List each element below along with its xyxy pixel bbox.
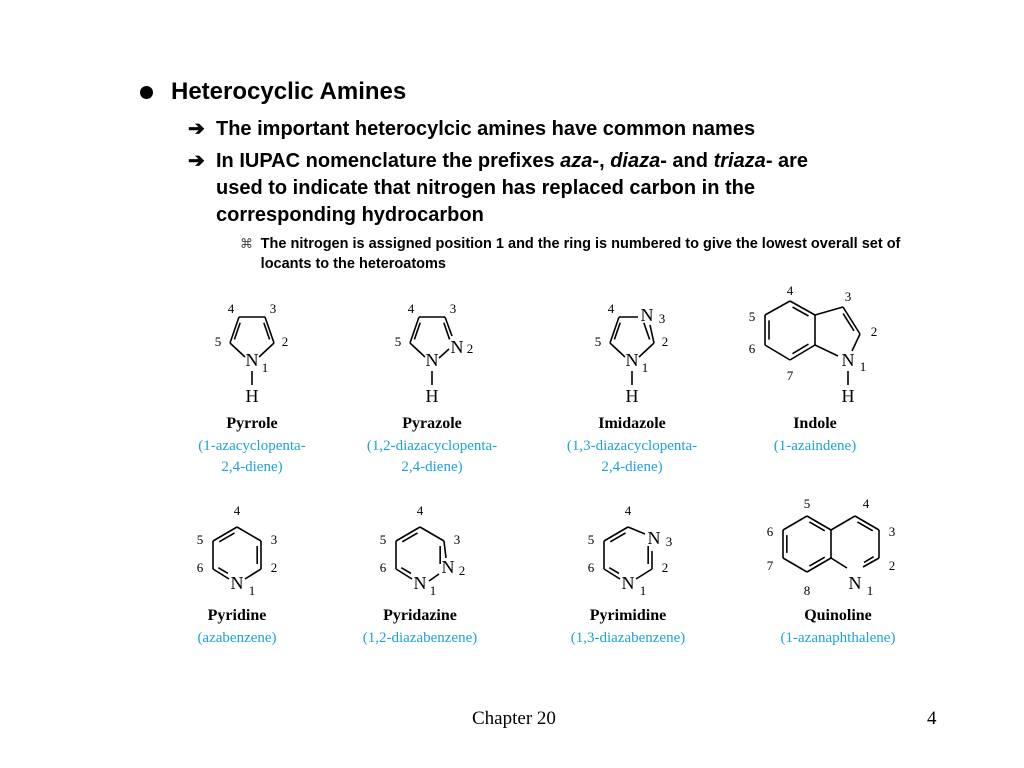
bond-line xyxy=(439,349,449,358)
hydrogen-atom-label: H xyxy=(425,386,439,406)
double-bond-line xyxy=(809,557,824,566)
nitrogen-atom-label: N xyxy=(441,557,455,577)
locant-number: 5 xyxy=(748,309,756,324)
footer-chapter: Chapter 20 xyxy=(472,708,556,729)
double-bond-line xyxy=(644,323,650,340)
locant-number: 2 xyxy=(458,563,466,578)
compound-name: Indole xyxy=(793,415,837,432)
locant-number: 3 xyxy=(269,301,277,316)
bond-line xyxy=(765,301,790,315)
bond-line xyxy=(445,317,452,336)
double-bond-line xyxy=(610,533,625,542)
locant-number: 2 xyxy=(661,334,669,349)
bond-line xyxy=(237,527,261,541)
subpoint-numbering-text: The nitrogen is assigned position 1 and the ring is numbered to give the lowest overall set of locants to the heteroatoms xyxy=(260,236,901,272)
locant-number: 6 xyxy=(766,524,774,539)
bond-line xyxy=(636,569,652,579)
iupac-text-1: In IUPAC nomenclature the prefixes xyxy=(216,150,561,172)
locant-number: 2 xyxy=(870,324,878,339)
hydrogen-atom-label: H xyxy=(625,386,639,406)
hydrogen-atom-label: H xyxy=(841,386,855,406)
bond-line xyxy=(639,343,654,357)
nitrogen-atom-label: N xyxy=(621,573,635,593)
bond-line xyxy=(429,574,439,581)
bond-line xyxy=(245,569,261,579)
bond-line xyxy=(815,307,843,315)
locant-number: 1 xyxy=(429,583,437,598)
prefix-diaza: diaza xyxy=(610,150,661,172)
locant-number: 3 xyxy=(453,532,461,547)
arrow-right-icon: ➔ xyxy=(188,150,205,172)
bond-line xyxy=(815,345,838,356)
iupac-text-4: - are used to indicate that nitrogen has replaced carbon in the corresponding hydrocarbon xyxy=(216,150,809,226)
locant-number: 5 xyxy=(394,334,402,349)
locant-number: 2 xyxy=(466,341,474,356)
iupac-name: (1,2-diazacyclopenta- xyxy=(366,438,498,454)
iupac-name: (1-azanaphthalene) xyxy=(780,630,896,646)
nitrogen-atom-label: N xyxy=(413,573,427,593)
locant-number: 3 xyxy=(888,524,896,539)
arrow-right-icon: ➔ xyxy=(188,118,205,140)
nitrogen-atom-label: N xyxy=(450,337,464,357)
iupac-text-2: -, xyxy=(592,150,611,172)
bond-line xyxy=(230,343,245,357)
compound-name: Pyrrole xyxy=(226,415,278,432)
locant-number: 4 xyxy=(607,301,615,316)
compound-name: Pyridazine xyxy=(383,607,457,624)
locant-number: 6 xyxy=(587,560,595,575)
locant-number: 7 xyxy=(786,368,794,383)
bond-line xyxy=(843,307,860,334)
compound-name: Imidazole xyxy=(598,415,666,432)
double-bond-line xyxy=(857,522,872,531)
bond-line xyxy=(831,516,855,530)
locant-number: 5 xyxy=(214,334,222,349)
bond-line xyxy=(831,558,847,568)
bond-line xyxy=(783,558,807,572)
locant-number: 2 xyxy=(661,560,669,575)
nitrogen-atom-label: N xyxy=(841,350,855,370)
nitrogen-atom-label: N xyxy=(625,350,639,370)
locant-number: 2 xyxy=(281,334,289,349)
point-common-names-text: The important heterocylcic amines have common names xyxy=(216,118,756,140)
iupac-name: (1-azaindene) xyxy=(773,438,857,454)
iupac-name: (azabenzene) xyxy=(197,630,277,646)
locant-number: 5 xyxy=(803,496,811,511)
bond-line xyxy=(852,334,860,351)
bond-line xyxy=(420,527,444,541)
bond-line xyxy=(410,343,425,357)
double-bond-line xyxy=(809,522,824,531)
nitrogen-atom-label: N xyxy=(647,528,661,548)
nitrogen-atom-label: N xyxy=(245,350,259,370)
locant-number: 5 xyxy=(379,532,387,547)
locant-number: 6 xyxy=(748,341,756,356)
prefix-triaza: triaza xyxy=(713,150,766,172)
iupac-text-3: - and xyxy=(660,150,714,172)
nitrogen-atom-label: N xyxy=(848,573,862,593)
locant-number: 1 xyxy=(859,359,867,374)
locant-number: 4 xyxy=(233,503,241,518)
locant-number: 4 xyxy=(407,301,415,316)
slide-title: Heterocyclic Amines xyxy=(171,78,407,105)
double-bond-line xyxy=(793,344,809,354)
locant-number: 4 xyxy=(227,301,235,316)
locant-number: 7 xyxy=(766,558,774,573)
iupac-name: (1,3-diazacyclopenta- xyxy=(566,438,698,454)
locant-number: 5 xyxy=(594,334,602,349)
locant-number: 1 xyxy=(248,583,256,598)
bond-line xyxy=(610,343,625,357)
bond-line xyxy=(213,569,229,579)
compound-name: Pyrimidine xyxy=(589,607,667,624)
locant-number: 3 xyxy=(665,534,673,549)
double-bond-line xyxy=(219,533,234,542)
locant-number: 6 xyxy=(379,560,387,575)
nitrogen-atom-label: N xyxy=(230,573,244,593)
iupac-name: (1,3-diazabenzene) xyxy=(570,630,686,646)
locant-number: 4 xyxy=(624,503,632,518)
prefix-aza: aza xyxy=(560,150,593,172)
bond-line xyxy=(650,325,654,343)
hydrogen-atom-label: H xyxy=(245,386,259,406)
locant-number: 2 xyxy=(270,560,278,575)
locant-number: 1 xyxy=(641,360,649,375)
locant-number: 3 xyxy=(658,311,666,326)
nitrogen-atom-label: N xyxy=(640,305,654,325)
iupac-name: 2,4-diene) xyxy=(601,459,663,475)
bond-line xyxy=(783,516,807,530)
bond-line xyxy=(604,569,620,579)
locant-number: 1 xyxy=(639,583,647,598)
locant-number: 4 xyxy=(786,283,794,298)
double-bond-line xyxy=(402,533,417,542)
bond-line xyxy=(396,569,412,579)
locant-number: 1 xyxy=(866,583,874,598)
compound-name: Pyridine xyxy=(207,607,267,624)
bond-line xyxy=(628,527,645,534)
bond-line xyxy=(765,345,790,360)
locant-number: 3 xyxy=(270,532,278,547)
locant-number: 1 xyxy=(261,360,269,375)
bond-line xyxy=(259,343,274,357)
compound-name: Pyrazole xyxy=(402,415,462,432)
locant-number: 3 xyxy=(844,289,852,304)
compound-name: Quinoline xyxy=(804,607,872,624)
locant-number: 4 xyxy=(416,503,424,518)
subbullet-icon: ⌘ xyxy=(240,236,253,251)
locant-number: 5 xyxy=(587,532,595,547)
footer-page-number: 4 xyxy=(927,708,937,729)
locant-number: 5 xyxy=(196,532,204,547)
iupac-name: (1,2-diazabenzene) xyxy=(362,630,478,646)
double-bond-line xyxy=(793,307,809,316)
locant-number: 3 xyxy=(449,301,457,316)
locant-number: 4 xyxy=(862,496,870,511)
iupac-name: (1-azacyclopenta- xyxy=(198,438,306,454)
iupac-name: 2,4-diene) xyxy=(221,459,283,475)
nitrogen-atom-label: N xyxy=(425,350,439,370)
locant-number: 8 xyxy=(803,583,811,598)
iupac-name: 2,4-diene) xyxy=(401,459,463,475)
locant-number: 6 xyxy=(196,560,204,575)
locant-number: 2 xyxy=(888,558,896,573)
bond-line xyxy=(444,541,446,558)
